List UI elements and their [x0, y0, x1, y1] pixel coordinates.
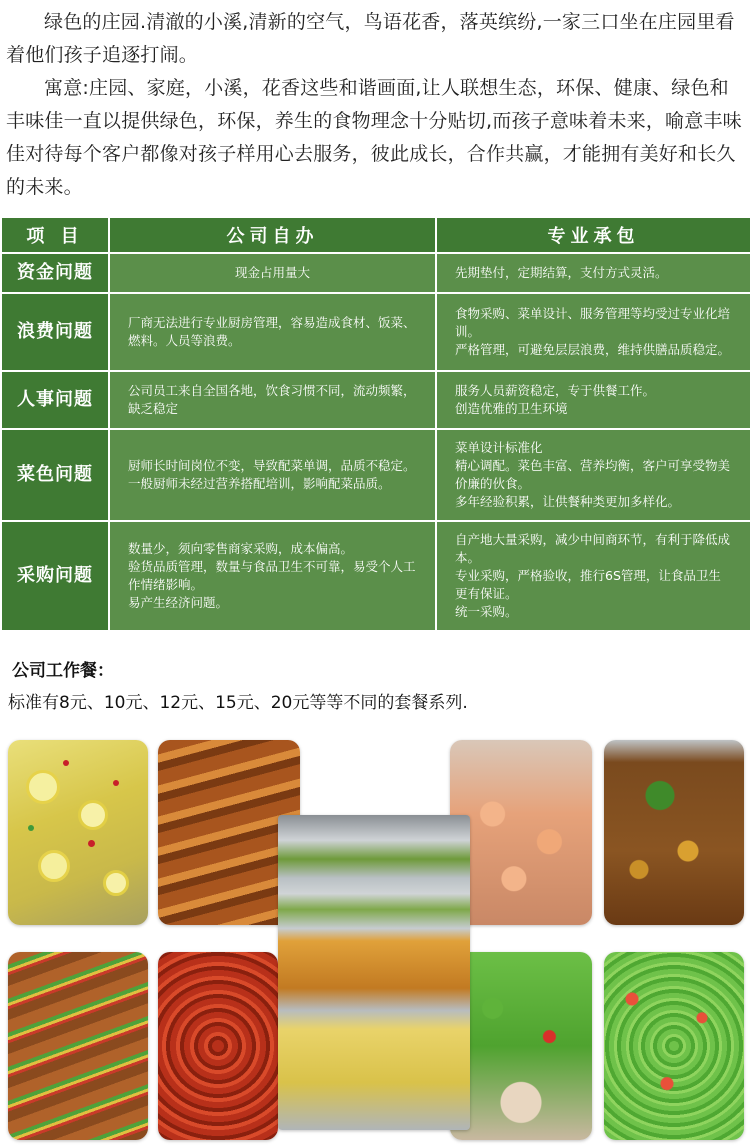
cell-text: 现金占用量大 — [234, 265, 310, 280]
food-photo-veggie-fish — [8, 952, 148, 1140]
cell-text: 数量少，须向零售商家采购，成本偏高。 — [128, 541, 354, 556]
contract-cell — [436, 521, 750, 631]
cell-text: 多年经验积累，让供餐种类更加多样化。 — [455, 494, 681, 509]
header-self-run: 公司自办 — [109, 217, 436, 253]
contract-cell — [436, 253, 750, 293]
food-photo-shrimp — [450, 740, 592, 925]
cell-text: 精心调配。菜色丰富、营养均衡，客户可享受物美价廉的伙食。 — [455, 458, 731, 491]
table-row — [1, 371, 750, 429]
self-run-cell — [109, 521, 436, 631]
contract-cell — [436, 371, 750, 429]
header-contract: 专业承包 — [436, 217, 750, 253]
food-photo-peppers-chicken — [450, 952, 592, 1140]
intro-paragraph-2: 寓意:庄园、家庭，小溪，花香这些和谐画面,让人联想生态，环保、健康、绿色和丰味佳一直以提供绿色，环保，养生的食物理念十分贴切,而孩子意味着未来，喻意丰味佳对待每个客户都像对孩子样用心去服务，彼此成长，合作共赢，才能拥有美好和长久的未来。 — [6, 77, 742, 198]
cell-text: 菜单设计标准化 — [455, 440, 543, 455]
cell-text: 自产地大量采购，减少中间商环节，有利于降低成本。 — [455, 532, 731, 565]
table-row — [1, 429, 750, 521]
row-label: 菜色问题 — [1, 429, 109, 521]
cell-text: 食物采购、菜单设计、服务管理等均受过专业化培训。 — [455, 306, 731, 339]
food-photo-fish-lemon — [8, 740, 148, 925]
table-header-row — [1, 217, 750, 253]
cell-text: 创造优雅的卫生环境 — [455, 401, 568, 416]
cell-text: 一般厨师未经过营养搭配培训，影响配菜品质。 — [128, 476, 391, 491]
self-run-cell — [109, 293, 436, 371]
table-row — [1, 253, 750, 293]
meal-section-description: 标准有8元、10元、12元、15元、20元等等不同的套餐系列. — [8, 693, 468, 713]
row-label: 资金问题 — [1, 253, 109, 293]
food-photo-crayfish — [158, 952, 278, 1140]
cell-text: 统一采购。 — [455, 604, 518, 619]
self-run-cell — [109, 429, 436, 521]
food-photo-buffet-trays — [278, 815, 470, 1130]
table-row — [1, 521, 750, 631]
contract-cell — [436, 429, 750, 521]
cell-text: 公司员工来自全国各地，饮食习惯不同，流动频繁，缺乏稳定 — [128, 383, 416, 416]
row-label: 人事问题 — [1, 371, 109, 429]
cell-text: 严格管理，可避免层层浪费，维持供膳品质稳定。 — [455, 342, 731, 357]
meal-section-title: 公司工作餐： — [12, 661, 114, 681]
row-label: 浪费问题 — [1, 293, 109, 371]
food-photo-stew — [604, 740, 744, 925]
cell-text: 易产生经济问题。 — [128, 595, 229, 610]
self-run-cell — [109, 371, 436, 429]
food-photo-mixed-vegetables — [604, 952, 744, 1140]
comparison-table — [0, 216, 750, 632]
cell-text: 厨师长时间岗位不变，导致配菜单调，品质不稳定。 — [128, 458, 416, 473]
cell-text: 验货品质管理，数量与食品卫生不可靠，易受个人工作情绪影响。 — [128, 559, 416, 592]
header-item: 项 目 — [1, 217, 109, 253]
table-row — [1, 293, 750, 371]
cell-text: 先期垫付，定期结算，支付方式灵活。 — [455, 265, 668, 280]
intro-text — [6, 6, 746, 204]
self-run-cell — [109, 253, 436, 293]
contract-cell — [436, 293, 750, 371]
row-label: 采购问题 — [1, 521, 109, 631]
cell-text: 专业采购，严格验收，推行6S管理，让食品卫生更有保证。 — [455, 568, 721, 601]
cell-text: 服务人员薪资稳定，专于供餐工作。 — [455, 383, 656, 398]
intro-paragraph-1: 绿色的庄园.清澈的小溪,清新的空气，鸟语花香，落英缤纷,一家三口坐在庄园里看着他们孩子追逐打闹。 — [6, 11, 735, 66]
cell-text: 厂商无法进行专业厨房管理，容易造成食材、饭菜、燃料。人员等浪费。 — [128, 315, 416, 348]
